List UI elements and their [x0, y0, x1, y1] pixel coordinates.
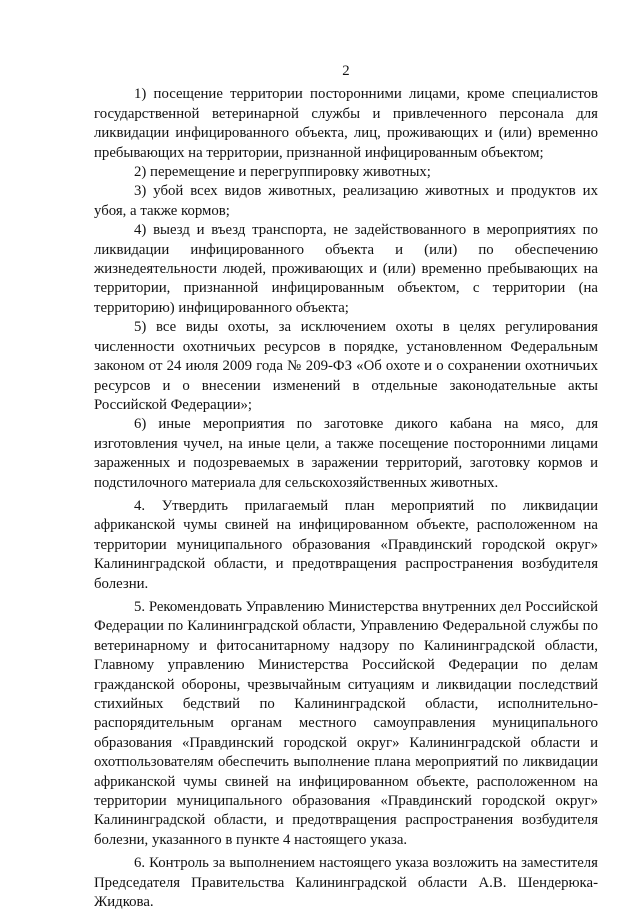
paragraph-item-6: 6) иные мероприятия по заготовке дикого кабана на мясо, для изготовления чучел, на иные цели, а также посещение посторонними лицами зараженных и подозреваемых в заражении территорий, заготовку кормов и подстилочного материала для сельскохозяйственных животных. — [94, 416, 598, 491]
paragraph-clause-6: 6. Контроль за выполнением настоящего указа возложить на заместителя Председателя Правительства Калининградской области А.В. Шендерюка-Жидкова. — [94, 855, 598, 911]
page-number: 2 — [342, 63, 350, 79]
paragraph-clause-4: 4. Утвердить прилагаемый план мероприятий по ликвидации африканской чумы свиней на инфицированном объекте, расположенном на территории муниципального образования «Правдинский городской округ» Калининградской области, и предотвращения распространения возбудителя болезни. — [94, 497, 598, 592]
paragraph-item-1: 1) посещение территории посторонними лицами, кроме специалистов государственной ветеринарной службы и привлеченного персонала для ликвидации инфицированного объекта, лиц, проживающих и (или) временно пребывающих на территории, признанной инфицированным объектом; — [94, 86, 598, 161]
paragraph-clause-5: 5. Рекомендовать Управлению Министерства внутренних дел Российской Федерации по Калининградской области, Управлению Федеральной службы по ветеринарному и фитосанитарному надзору по Калининградской области, Главному управлению Министерства Российской Федерации по делам гражданской обороны, чрезвычайным ситуациям и ликвидации последствий стихийных бедствий по Калининградской области, исполнительно-распорядительным органам местного самоуправления муниципального образования «Правдинский городской округ» Калининградской области и охотпользователям обеспечить выполнение плана мероприятий по ликвидации африканской чумы свиней на инфицированном объекте, расположенном на территории муниципального образования «Правдинский городской округ» Калининградской области, и предотвращения распространения возбудителя болезни, указанного в пункте 4 настоящего указа. — [94, 598, 598, 848]
paragraph-item-2: 2) перемещение и перегруппировку животных; — [134, 164, 431, 181]
paragraph-item-5: 5) все виды охоты, за исключением охоты в целях регулирования численности охотничьих ресурсов в порядке, установленном Федеральным законом от 24 июля 2009 года № 209-ФЗ «Об охоте и о сохранении охотничьих ресурсов и о внесении изменений в отдельные законодательные акты Российской Федерации»; — [94, 319, 598, 413]
paragraph-item-4: 4) выезд и въезд транспорта, не задействованного в мероприятиях по ликвидации инфицированного объекта и (или) по обеспечению жизнедеятельности людей, проживающих и (или) временно пребывающих на территории, признанной инфицированным объектом, с территории (на территорию) инфицированного объекта; — [94, 222, 598, 316]
paragraph-item-3: 3) убой всех видов животных, реализацию животных и продуктов их убоя, а также кормов; — [94, 183, 598, 219]
